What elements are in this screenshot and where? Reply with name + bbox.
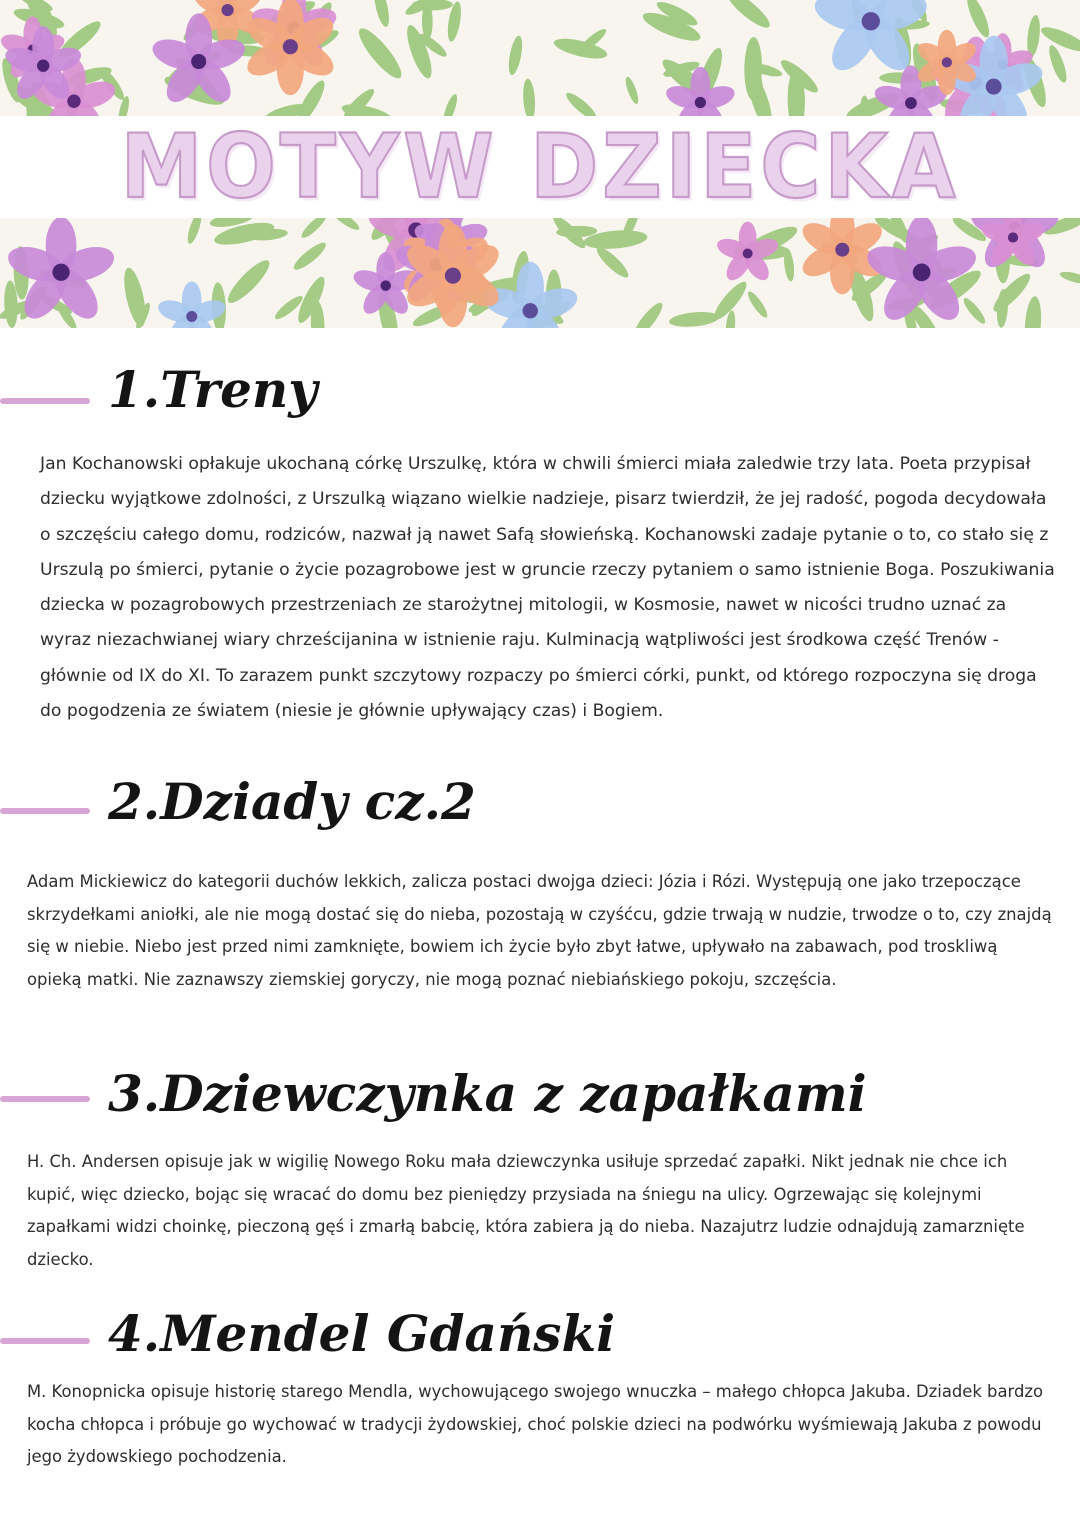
floral-pattern-image [0,0,1080,116]
title-strip [0,116,1080,218]
section-accent-line [0,398,90,404]
section-heading: 1.Treny [108,360,318,419]
section-heading: 4.Mendel Gdański [108,1304,616,1363]
section-heading: 2.Dziady cz.2 [108,772,476,831]
page-title: MOTYW DZIECKA [120,115,960,219]
floral-banner-top [0,0,1080,116]
section-body: M. Konopnicka opisuje historię starego Mendla, wychowującego swojego wnuczka – małego chłopca Jakuba. Dziadek bardzo kocha chłopca i próbuje go wychować w tradycji żydowskiej, choć polskie dzieci na podwórku wyśmiewają Jakuba z powodu jego żydowskiego pochodzenia. [27,1382,1043,1467]
section-body: H. Ch. Andersen opisuje jak w wigilię Nowego Roku mała dziewczynka usiłuje sprzedać zapałki. Nikt jednak nie chce ich kupić, więc dziecko, bojąc się wracać do domu bez pieniędzy przysiada na śniegu na ulicy. Ogrzewając się kolejnymi zapałkami widzi choinkę, pieczoną gęś i zmarłą babcię, która zabiera ją do nieba. Nazajutrz ludzie odnajdują zamarznięte dziecko. [27,1152,1025,1269]
section-body: Jan Kochanowski opłakuje ukochaną córkę Urszulkę, która w chwili śmierci miała zaledwie trzy lata. Poeta przypisał dziecku wyjątkowe zdolności, z Urszulką wiązano wielkie nadzieje, pisarz twierdził, że jej radość, pogoda decydowała o szczęściu całego domu, rodziców, nazwał ją nawet Safą słowieńską. Kochanowski zadaje pytanie o to, co stało się z Urszulą po śmierci, pytanie o życie pozagrobowe jest w gruncie rzeczy pytaniem o samo istnienie Boga. Poszukiwania dziecka w pozagrobowych przestrzeniach ze starożytnej mitologii, w Kosmosie, nawet w nicości trudno uznać za wyraz niezachwianej wiary chrześcijanina w istnienie raju. Kulminacją wątpliwości jest środkowa część Trenów - głównie od IX do XI. To zarazem punkt szczytowy rozpaczy po śmierci córki, punkt, od którego rozpoczyna się droga do pogodzenia ze światem (niesie je głównie upływający czas) i Bogiem. [40,454,1055,722]
floral-banner-bottom [0,218,1080,328]
section-accent-line [0,1338,90,1344]
floral-pattern-image [0,218,1080,328]
section-heading: 3.Dziewczynka z zapałkami [108,1064,867,1123]
section-accent-line [0,808,90,814]
section-accent-line [0,1096,90,1102]
section-body: Adam Mickiewicz do kategorii duchów lekkich, zalicza postaci dwojga dzieci: Józia i Rózi. Występują one jako trzepoczące skrzydełkami aniołki, ale nie mogą dostać się do nieba, pozostają w czyśćcu, gdzie trwają w nudzie, trwodze o to, czy znajdą się w niebie. Niebo jest przed nimi zamknięte, bowiem ich życie było zbyt łatwe, upływało na zabawach, pod troskliwą opieką matki. Nie zaznawszy ziemskiej goryczy, nie mogą poznać niebiańskiego pokoju, szczęścia. [27,872,1052,989]
